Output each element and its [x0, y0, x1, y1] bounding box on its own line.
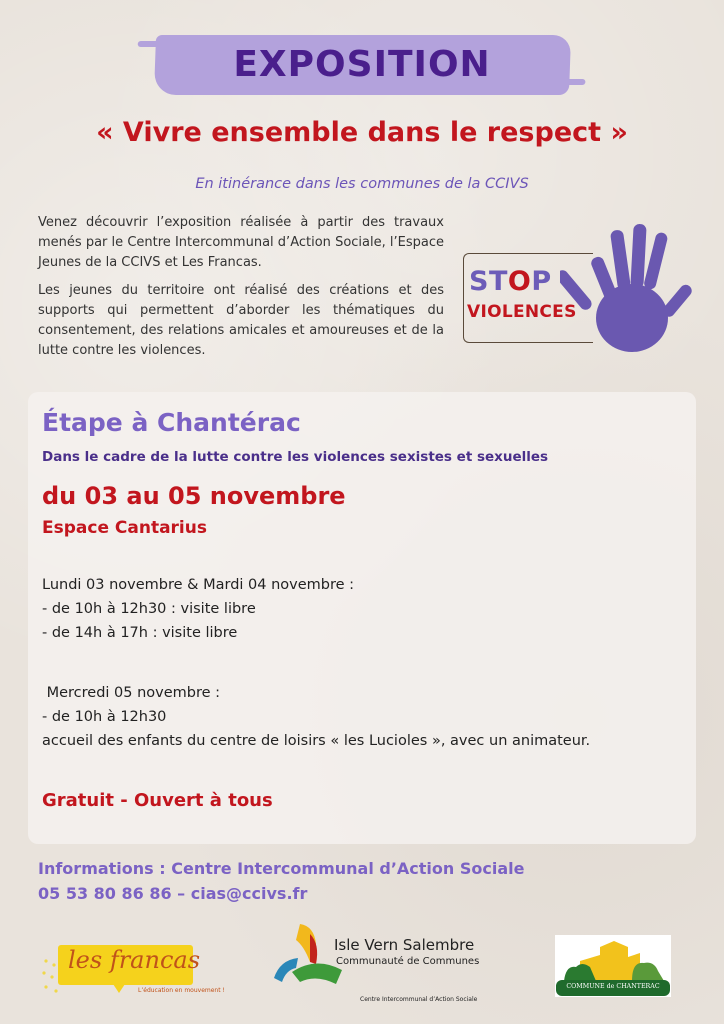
event-dates: du 03 au 05 novembre	[42, 482, 346, 510]
contact-line: Informations : Centre Intercommunal d’Action Sociale	[38, 859, 525, 878]
event-context: Dans le cadre de la lutte contre les violences sexistes et sexuelles	[42, 449, 549, 465]
intro-paragraph: Les jeunes du territoire ont réalisé des créations et des supports qui permettent d’aborder les thématiques du consentement, des relations amicales et amoureuses et de la lutte contre les violences.	[38, 283, 444, 358]
stop-p: P	[531, 266, 552, 297]
schedule-day: Mercredi 05 novembre :	[42, 685, 221, 701]
schedule-line: - de 14h à 17h : visite libre	[42, 625, 238, 641]
chanterac-label: COMMUNE de CHANTERAC	[566, 983, 660, 990]
event-venue: Espace Cantarius	[42, 518, 207, 538]
intro-paragraph: Venez découvrir l’exposition réalisée à partir des travaux menés par le Centre Intercommunal d’Action Sociale, l’Espace Jeunes de la CCIVS et Les Francas.	[38, 215, 444, 270]
price-info: Gratuit - Ouvert à tous	[42, 790, 273, 811]
schedule-block	[42, 573, 354, 645]
contact-info	[38, 856, 524, 906]
schedule-line: accueil des enfants du centre de loisirs « les Lucioles », avec un animateur.	[42, 733, 591, 749]
chanterac-village-icon	[560, 935, 668, 981]
ivs-subtitle: Communauté de Communes	[336, 956, 480, 967]
stage-title: Étape à Chantérac	[42, 408, 301, 437]
violences-word: VIOLENCES	[467, 302, 577, 322]
stop-st: ST	[469, 266, 508, 297]
intro-text	[38, 213, 444, 361]
contact-phone-email[interactable]: 05 53 80 86 86 – cias@ccivs.fr	[38, 884, 308, 903]
schedule-line: - de 10h à 12h30	[42, 709, 167, 725]
exposition-banner: EXPOSITION	[233, 44, 491, 85]
francas-logo-text: les francas	[68, 946, 201, 974]
hand-print-icon	[560, 210, 700, 360]
stop-word	[469, 266, 552, 297]
francas-tagline: L’éducation en mouvement !	[138, 987, 225, 994]
ivs-cias-label: Centre Intercommunal d’Action Sociale	[360, 996, 478, 1003]
schedule-day: Lundi 03 novembre & Mardi 04 novembre :	[42, 577, 355, 593]
subtitle: En itinérance dans les communes de la CCIVS	[195, 176, 529, 192]
page-title: « Vivre ensemble dans le respect »	[96, 117, 628, 148]
stop-o-icon: O	[507, 266, 532, 297]
schedule-block	[42, 681, 590, 753]
schedule-line: - de 10h à 12h30 : visite libre	[42, 601, 256, 617]
ivs-name: Isle Vern Salembre	[334, 936, 475, 954]
